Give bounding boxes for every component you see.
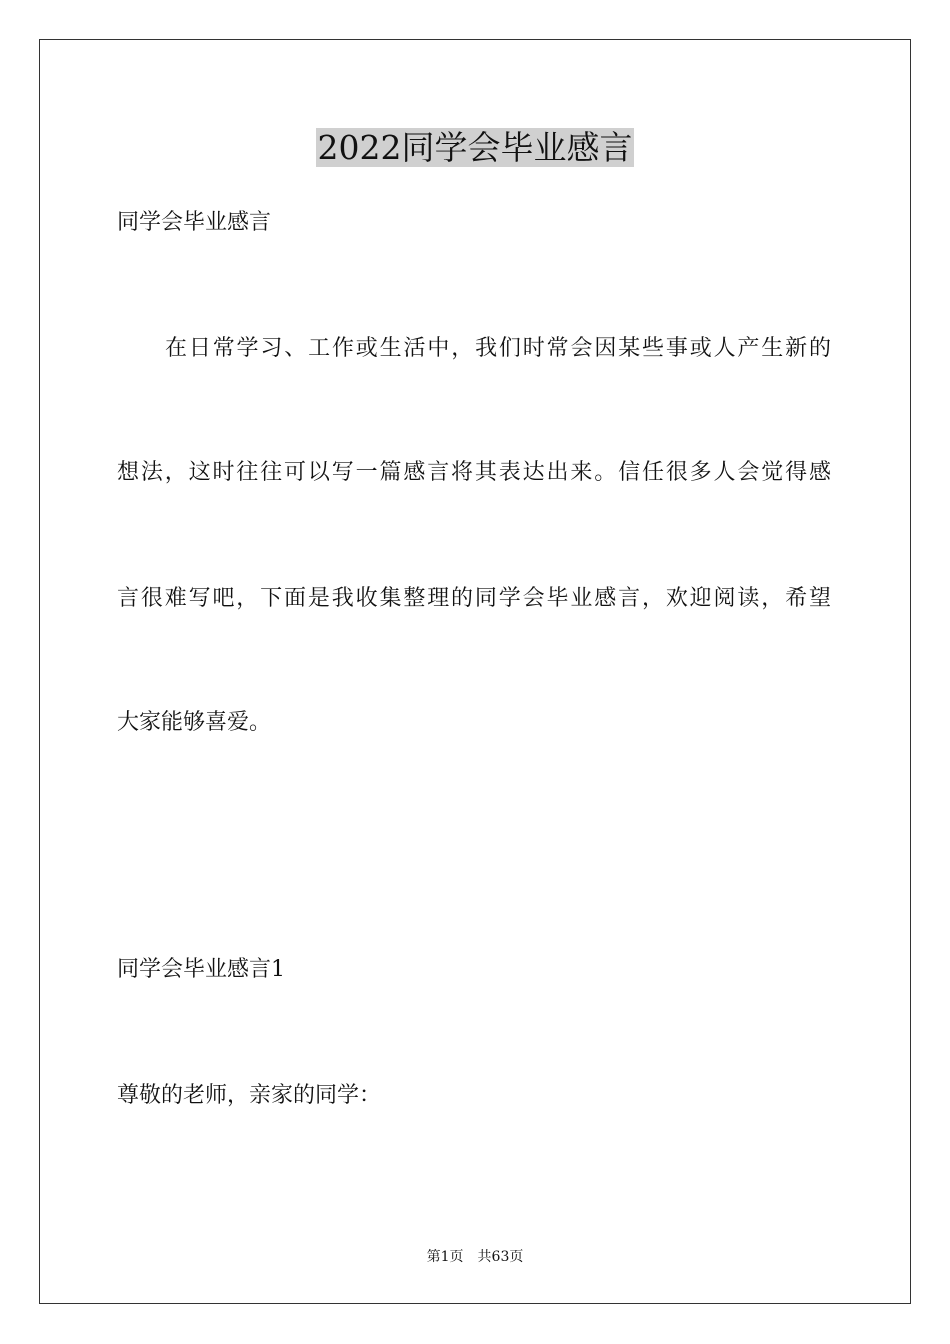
document-title-text: 2022同学会毕业感言 [317,128,633,167]
subtitle: 同学会毕业感言 [117,210,272,235]
intro-line-1: 在日常学习、工作或生活中，我们时常会因某些事或人产生新的 [165,336,831,361]
page-footer: 第1页 共63页 [426,1249,524,1265]
intro-line-2: 想法，这时往往可以写一篇感言将其表达出来。信任很多人会觉得感 [117,460,831,485]
section-heading: 同学会毕业感言1 [117,957,285,982]
salutation: 尊敬的老师，亲家的同学： [117,1083,382,1108]
document-title [0,126,950,170]
intro-line-3: 言很难写吧，下面是我收集整理的同学会毕业感言，欢迎阅读，希望 [117,586,831,611]
intro-line-4: 大家能够喜爱。 [117,710,272,735]
